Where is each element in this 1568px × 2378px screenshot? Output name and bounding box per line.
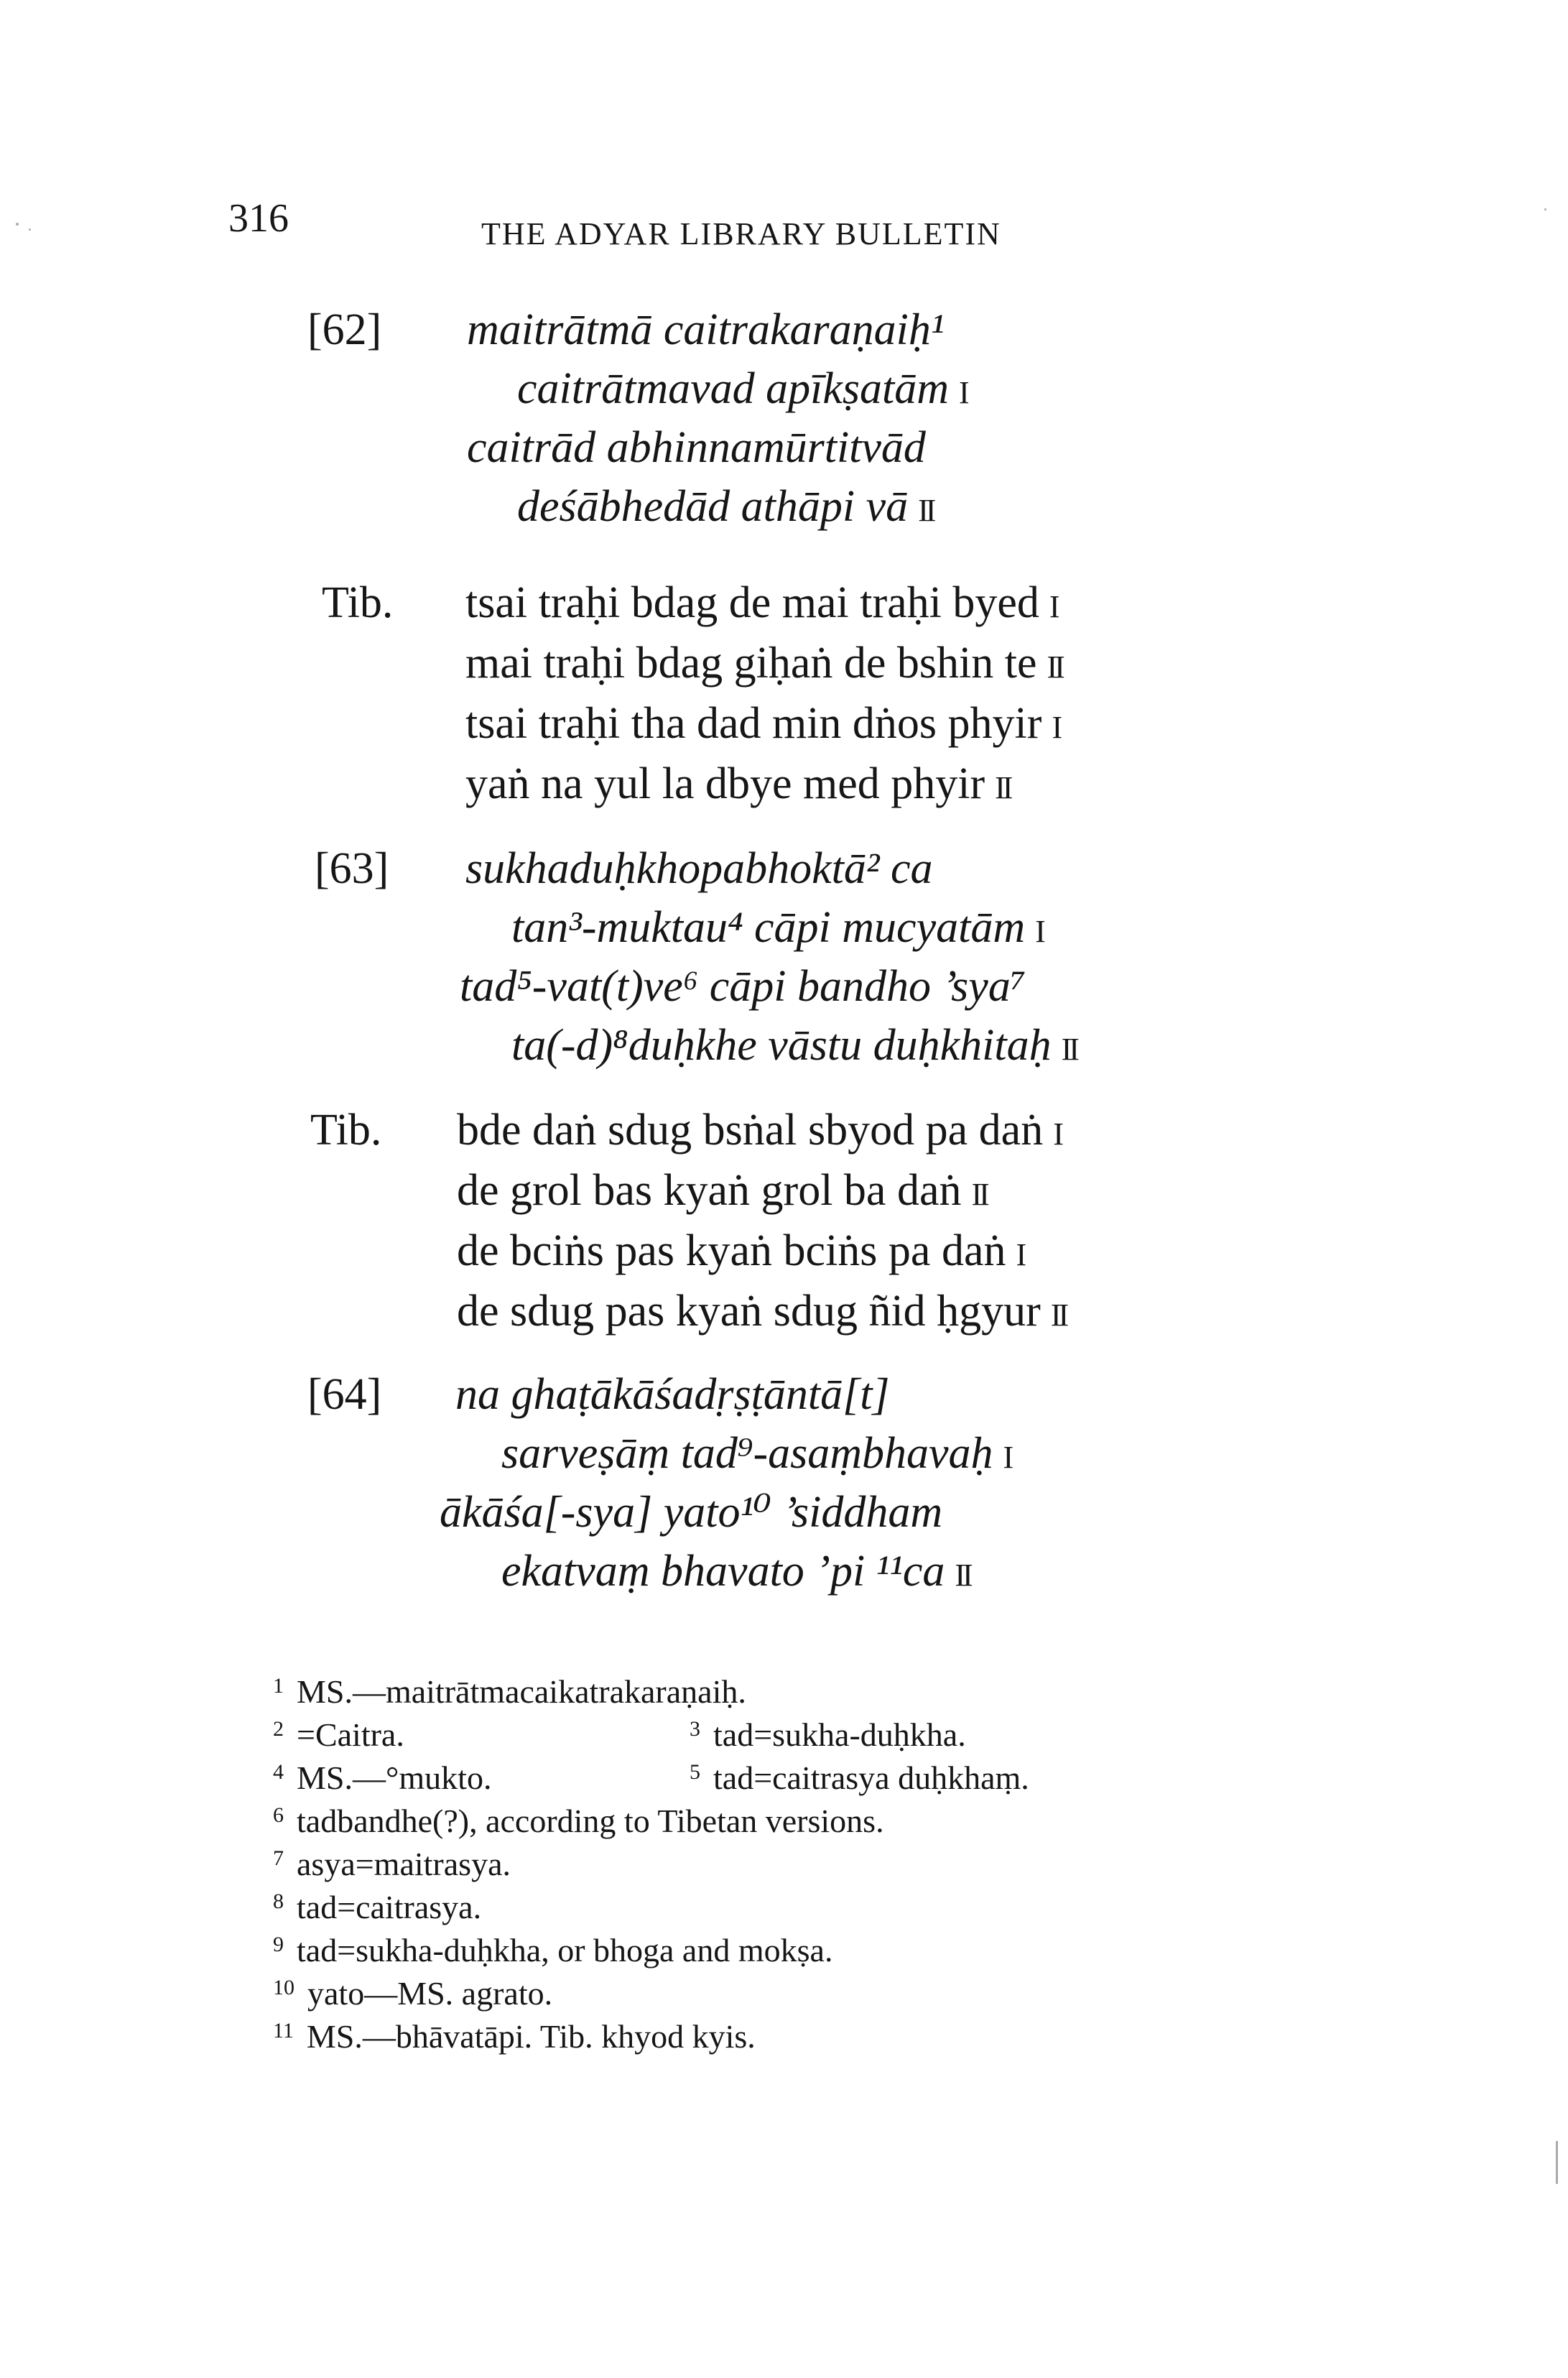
scan-speck: [1556, 2141, 1558, 2184]
footnote: 6 tadbandhe(?), according to Tibetan versions.: [273, 1803, 884, 1839]
verse-line: ākāśa[-sya] yato¹⁰ ’siddham: [440, 1488, 943, 1537]
verse-label: Tib.: [322, 578, 394, 627]
verse-line: sarveṣāṃ tad⁹-asaṃbhavaḥ I: [501, 1429, 1011, 1478]
verse-label: Tib.: [310, 1106, 382, 1155]
scan-speck: [16, 223, 19, 226]
verse-line: yaṅ na yul la dbye med phyir II: [465, 759, 1011, 808]
page-number: 316: [228, 196, 289, 241]
verse-line: sukhaduḥkhopabhoktā² ca: [465, 844, 933, 893]
verse-line: maitrātmā caitrakaraṇaiḥ¹: [467, 305, 945, 354]
verse-line: na ghaṭākāśadṛṣṭāntā[t]: [455, 1370, 890, 1419]
verse-line: mai traḥi bdag giḥaṅ de bshin te II: [465, 639, 1062, 688]
verse-line: de bciṅs pas kyaṅ bciṅs pa daṅ I: [457, 1226, 1024, 1275]
verse-label: [62]: [307, 305, 382, 354]
verse-line: caitrātmavad apīkṣatām I: [517, 364, 967, 413]
footnote: 8 tad=caitrasya.: [273, 1889, 482, 1925]
verse-line: de grol bas kyaṅ grol ba daṅ II: [457, 1166, 987, 1215]
verse-line: tad⁵-vat(t)ve⁶ cāpi bandho ’sya⁷: [460, 962, 1026, 1011]
footnote: 10 yato—MS. agrato.: [273, 1975, 553, 2012]
verse-line: tsai traḥi bdag de mai traḥi byed I: [465, 578, 1057, 627]
footnote: 2 =Caitra.: [273, 1716, 404, 1753]
footnote: 7 asya=maitrasya.: [273, 1846, 511, 1882]
verse-line: deśābhedād athāpi vā II: [517, 482, 934, 531]
running-title: THE ADYAR LIBRARY BULLETIN: [481, 216, 1001, 251]
verse-line: ta(-d)⁸duḥkhe vāstu duḥkhitaḥ II: [511, 1021, 1077, 1070]
scan-speck: [29, 228, 31, 231]
footnote: 9 tad=sukha-duḥkha, or bhoga and mokṣa.: [273, 1932, 833, 1968]
footnote: 11 MS.—bhāvatāpi. Tib. khyod kyis.: [273, 2018, 756, 2055]
verse-label: [64]: [307, 1370, 382, 1419]
footnote: 3 tad=sukha-duḥkha.: [690, 1716, 966, 1753]
verse-line: caitrād abhinnamūrtitvād: [467, 423, 926, 472]
verse-line: ekatvaṃ bhavato ’pi ¹¹ca II: [501, 1547, 970, 1596]
verse-line: tsai traḥi tha dad min dṅos phyir I: [465, 699, 1060, 748]
footnote: 4 MS.—°mukto.: [273, 1759, 492, 1796]
verse-line: de sdug pas kyaṅ sdug ñid ḥgyur II: [457, 1287, 1067, 1336]
footnote: 1 MS.—maitrātmacaikatrakaraṇaiḥ.: [273, 1673, 746, 1710]
verse-label: [63]: [315, 844, 389, 893]
footnote: 5 tad=caitrasya duḥkhaṃ.: [690, 1759, 1029, 1796]
verse-line: bde daṅ sdug bsṅal sbyod pa daṅ I: [457, 1106, 1061, 1155]
scan-speck: [1544, 208, 1546, 210]
verse-line: tan³-muktau⁴ cāpi mucyatām I: [511, 903, 1043, 952]
